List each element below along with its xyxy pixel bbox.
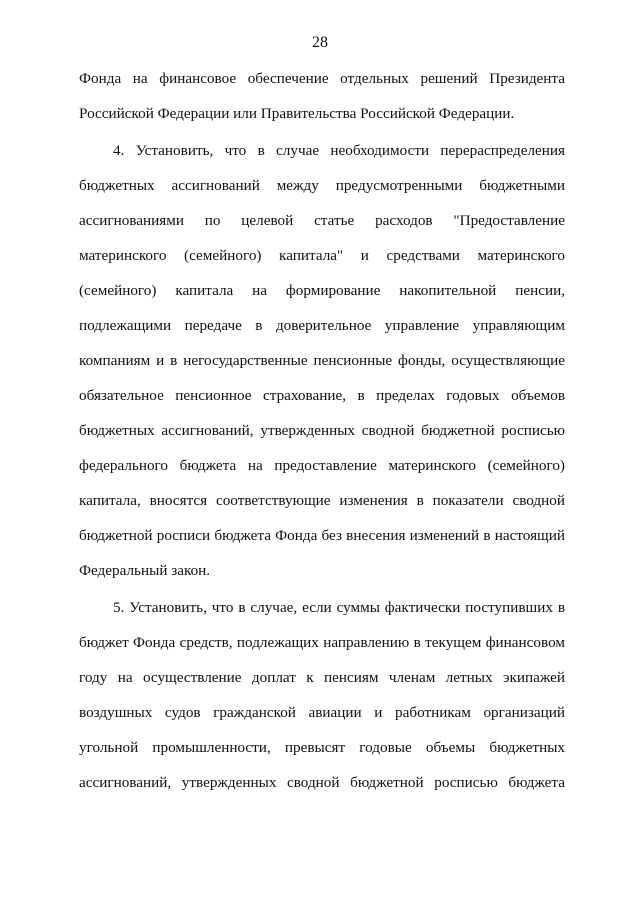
text-line: компаниям и в негосударственные пенсионные фонды, осуществляющие (79, 352, 565, 369)
text-line: угольной промышленности, превысят годовые объемы бюджетных (79, 739, 565, 756)
text-line: обязательное пенсионное страхование, в пределах годовых объемов (79, 387, 565, 404)
text-line: Федеральный закон. (79, 562, 211, 579)
text-line: воздушных судов гражданской авиации и работникам организаций (79, 704, 565, 721)
text-line: бюджетной росписи бюджета Фонда без внесения изменений в настоящий (79, 527, 565, 544)
text-line: ассигнований, утвержденных сводной бюджетной росписью бюджета (79, 774, 565, 791)
text-line: Российской Федерации или Правительства Российской Федерации. (79, 105, 515, 122)
text-line: бюджетных ассигнований между предусмотренными бюджетными (79, 177, 565, 194)
text-line: бюджетных ассигнований, утвержденных сводной бюджетной росписью (79, 422, 565, 439)
text-line: Фонда на финансовое обеспечение отдельных решений Президента (79, 70, 565, 87)
text-line: (семейного) капитала на формирование накопительной пенсии, (79, 282, 565, 299)
text-line: году на осуществление доплат к пенсиям членам летных экипажей (79, 669, 565, 686)
text-line: бюджет Фонда средств, подлежащих направлению в текущем финансовом (79, 634, 565, 651)
text-line: подлежащими передаче в доверительное управление управляющим (79, 317, 565, 334)
page-number: 28 (312, 34, 328, 51)
paragraph-start-line: 5. Установить, что в случае, если суммы фактически поступивших в (113, 599, 565, 616)
paragraph-start-line: 4. Установить, что в случае необходимости перераспределения (113, 142, 565, 159)
text-line: материнского (семейного) капитала" и средствами материнского (79, 247, 565, 264)
text-line: ассигнованиями по целевой статье расходов "Предоставление (79, 212, 565, 229)
text-line: федерального бюджета на предоставление материнского (семейного) (79, 457, 565, 474)
text-line: капитала, вносятся соответствующие изменения в показатели сводной (79, 492, 565, 509)
